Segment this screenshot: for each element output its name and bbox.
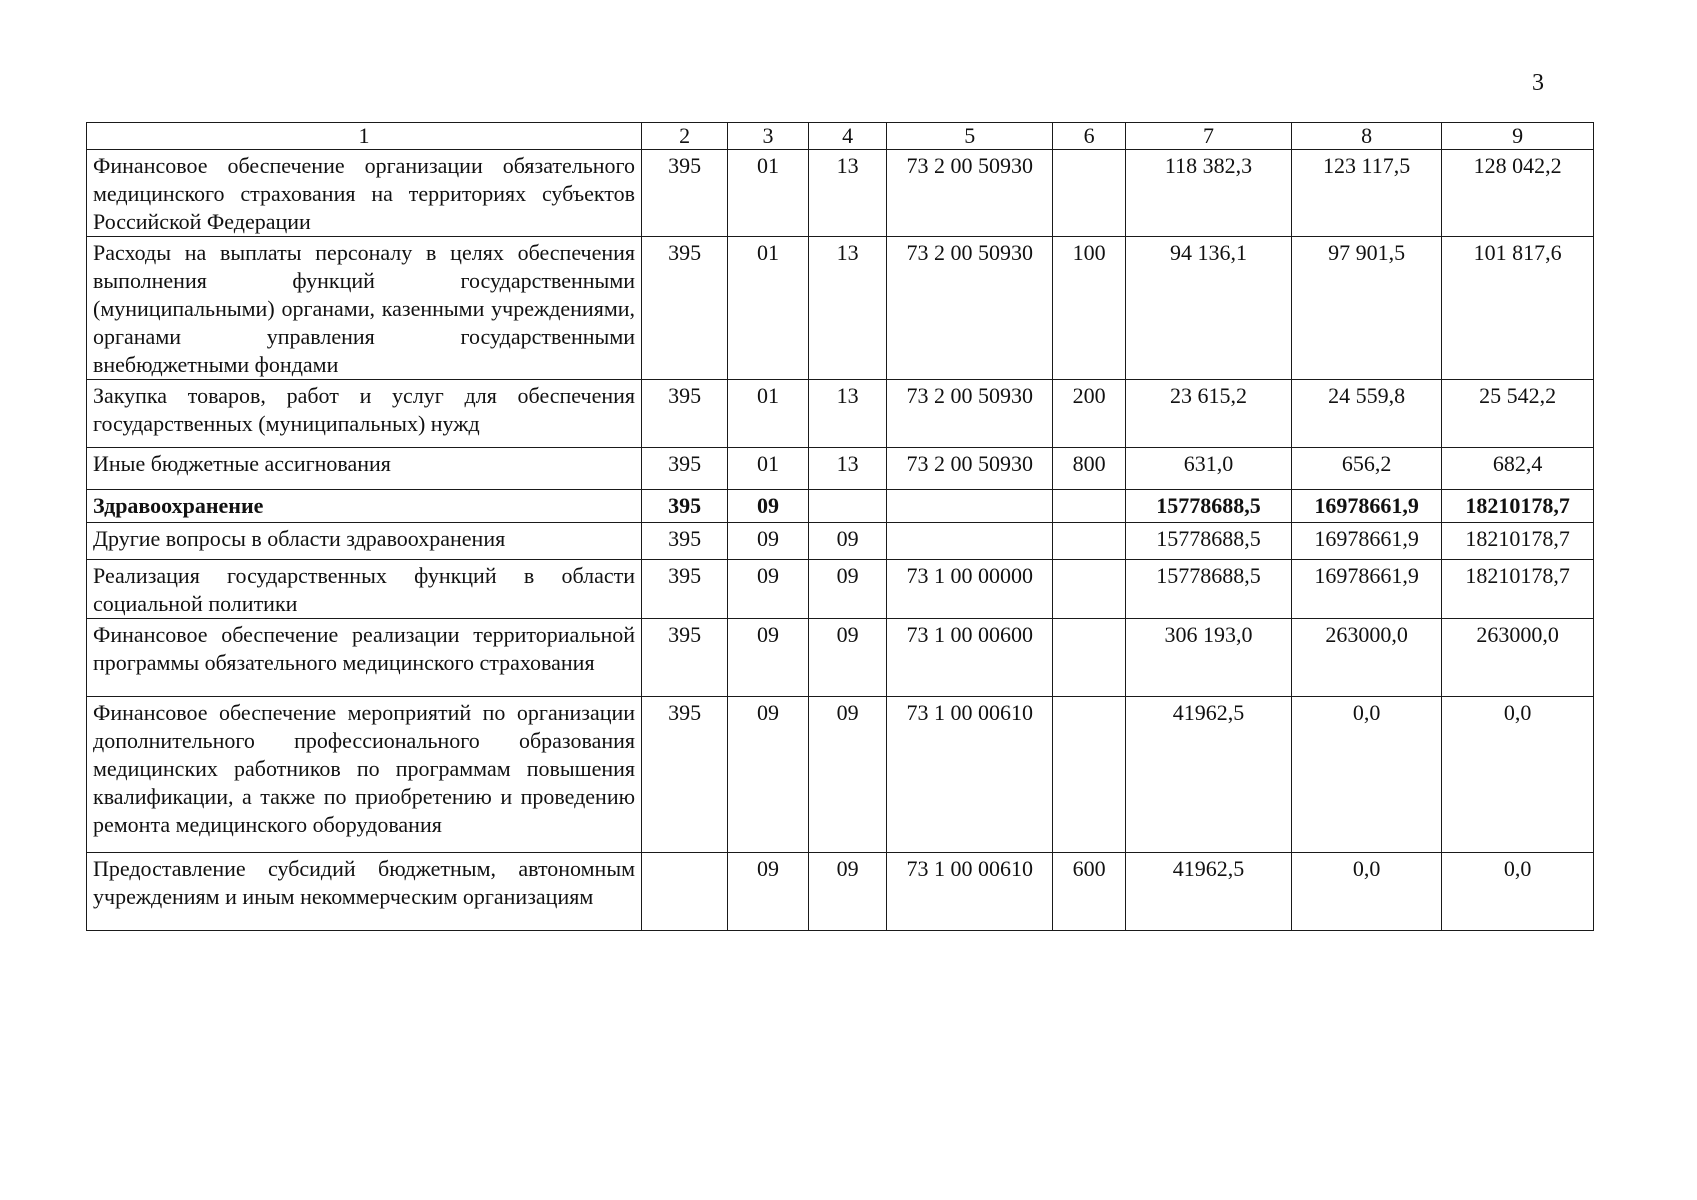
- row-cell-8: 16978661,9: [1291, 560, 1441, 619]
- row-cell-3: 01: [728, 380, 809, 448]
- row-cell-5: 73 1 00 00610: [887, 853, 1053, 931]
- table-row: [87, 619, 1594, 697]
- row-cell-3: 01: [728, 448, 809, 490]
- row-cell-3: 09: [728, 697, 809, 853]
- row-cell-6: [1053, 150, 1126, 237]
- row-cell-2: 395: [642, 380, 728, 448]
- row-cell-7: 118 382,3: [1126, 150, 1292, 237]
- row-cell-3: 01: [728, 150, 809, 237]
- row-cell-4: 09: [808, 619, 887, 697]
- row-cell-4: 13: [808, 380, 887, 448]
- row-cell-7: 15778688,5: [1126, 560, 1292, 619]
- row-name-cell: Здравоохранение: [87, 490, 642, 523]
- row-cell-8: 0,0: [1291, 853, 1441, 931]
- row-name-cell: Финансовое обеспечение реализации территориальной программы обязательного медицинского страхования: [87, 619, 642, 697]
- row-cell-8: 24 559,8: [1291, 380, 1441, 448]
- row-cell-7: 94 136,1: [1126, 237, 1292, 380]
- row-cell-2: 395: [642, 523, 728, 560]
- row-cell-2: 395: [642, 150, 728, 237]
- column-header-3: 3: [728, 123, 809, 150]
- row-cell-3: 09: [728, 490, 809, 523]
- row-cell-5: 73 1 00 00600: [887, 619, 1053, 697]
- column-header-1: 1: [87, 123, 642, 150]
- row-cell-9: 25 542,2: [1442, 380, 1594, 448]
- row-cell-2: 395: [642, 697, 728, 853]
- row-cell-3: 09: [728, 560, 809, 619]
- row-cell-4: 13: [808, 150, 887, 237]
- header-row: [87, 123, 1594, 150]
- row-cell-8: 97 901,5: [1291, 237, 1441, 380]
- row-cell-9: 0,0: [1442, 853, 1594, 931]
- row-cell-3: 09: [728, 523, 809, 560]
- row-cell-4: 09: [808, 697, 887, 853]
- row-cell-7: 23 615,2: [1126, 380, 1292, 448]
- row-cell-5: 73 1 00 00000: [887, 560, 1053, 619]
- row-cell-9: 18210178,7: [1442, 560, 1594, 619]
- row-cell-9: 263000,0: [1442, 619, 1594, 697]
- row-cell-4: 13: [808, 237, 887, 380]
- row-name-cell: Финансовое обеспечение организации обязательного медицинского страхования на территориях субъектов Российской Федерации: [87, 150, 642, 237]
- table-row: [87, 150, 1594, 237]
- row-cell-7: 631,0: [1126, 448, 1292, 490]
- table-row: [87, 853, 1594, 931]
- row-cell-6: [1053, 560, 1126, 619]
- row-name-cell: Предоставление субсидий бюджетным, автономным учреждениям и иным некоммерческим организациям: [87, 853, 642, 931]
- row-cell-9: 128 042,2: [1442, 150, 1594, 237]
- table-row: [87, 697, 1594, 853]
- row-cell-9: 18210178,7: [1442, 523, 1594, 560]
- row-cell-2: 395: [642, 560, 728, 619]
- row-cell-2: 395: [642, 237, 728, 380]
- row-cell-4: 13: [808, 448, 887, 490]
- row-name-cell: Иные бюджетные ассигнования: [87, 448, 642, 490]
- row-cell-4: [808, 490, 887, 523]
- row-cell-9: 682,4: [1442, 448, 1594, 490]
- row-cell-3: 09: [728, 853, 809, 931]
- table-row: [87, 560, 1594, 619]
- row-cell-7: 41962,5: [1126, 697, 1292, 853]
- row-name-cell: Закупка товаров, работ и услуг для обеспечения государственных (муниципальных) нужд: [87, 380, 642, 448]
- row-cell-6: [1053, 490, 1126, 523]
- row-cell-3: 09: [728, 619, 809, 697]
- column-header-6: 6: [1053, 123, 1126, 150]
- table-row: [87, 380, 1594, 448]
- row-cell-9: 101 817,6: [1442, 237, 1594, 380]
- row-cell-2: [642, 853, 728, 931]
- row-cell-2: 395: [642, 490, 728, 523]
- row-cell-5: 73 1 00 00610: [887, 697, 1053, 853]
- table-row: [87, 237, 1594, 380]
- row-cell-9: 18210178,7: [1442, 490, 1594, 523]
- row-cell-7: 306 193,0: [1126, 619, 1292, 697]
- row-name-cell: Финансовое обеспечение мероприятий по организации дополнительного профессионального образования медицинских работников по программам повышения квалификации, а также по приобретению и проведению ремонта медицинского оборудования: [87, 697, 642, 853]
- row-name-cell: Реализация государственных функций в области социальной политики: [87, 560, 642, 619]
- row-cell-7: 15778688,5: [1126, 490, 1292, 523]
- row-cell-6: 600: [1053, 853, 1126, 931]
- row-cell-4: 09: [808, 523, 887, 560]
- row-cell-5: 73 2 00 50930: [887, 448, 1053, 490]
- column-header-2: 2: [642, 123, 728, 150]
- table-row: [87, 448, 1594, 490]
- row-name-cell: Расходы на выплаты персоналу в целях обеспечения выполнения функций государственными (муниципальными) органами, казенными учреждениями, органами управления государственными внебюджетными фондами: [87, 237, 642, 380]
- row-cell-6: 800: [1053, 448, 1126, 490]
- row-cell-6: [1053, 619, 1126, 697]
- row-cell-6: 100: [1053, 237, 1126, 380]
- row-cell-2: 395: [642, 619, 728, 697]
- row-cell-5: [887, 523, 1053, 560]
- row-cell-5: 73 2 00 50930: [887, 237, 1053, 380]
- table-body: [87, 150, 1594, 931]
- row-cell-8: 263000,0: [1291, 619, 1441, 697]
- column-header-9: 9: [1442, 123, 1594, 150]
- row-cell-9: 0,0: [1442, 697, 1594, 853]
- row-cell-7: 15778688,5: [1126, 523, 1292, 560]
- row-cell-8: 656,2: [1291, 448, 1441, 490]
- row-cell-5: 73 2 00 50930: [887, 380, 1053, 448]
- table-row: [87, 490, 1594, 523]
- row-cell-4: 09: [808, 560, 887, 619]
- table-row: [87, 523, 1594, 560]
- row-cell-8: 123 117,5: [1291, 150, 1441, 237]
- column-header-5: 5: [887, 123, 1053, 150]
- row-cell-8: 16978661,9: [1291, 523, 1441, 560]
- row-cell-6: [1053, 697, 1126, 853]
- row-cell-5: 73 2 00 50930: [887, 150, 1053, 237]
- page-number: 3: [1532, 70, 1544, 96]
- row-cell-2: 395: [642, 448, 728, 490]
- row-cell-8: 0,0: [1291, 697, 1441, 853]
- row-cell-6: [1053, 523, 1126, 560]
- row-name-cell: Другие вопросы в области здравоохранения: [87, 523, 642, 560]
- row-cell-5: [887, 490, 1053, 523]
- row-cell-6: 200: [1053, 380, 1126, 448]
- row-cell-4: 09: [808, 853, 887, 931]
- column-header-8: 8: [1291, 123, 1441, 150]
- row-cell-3: 01: [728, 237, 809, 380]
- budget-table: [86, 122, 1594, 931]
- column-header-7: 7: [1126, 123, 1292, 150]
- row-cell-7: 41962,5: [1126, 853, 1292, 931]
- row-cell-8: 16978661,9: [1291, 490, 1441, 523]
- column-header-4: 4: [808, 123, 887, 150]
